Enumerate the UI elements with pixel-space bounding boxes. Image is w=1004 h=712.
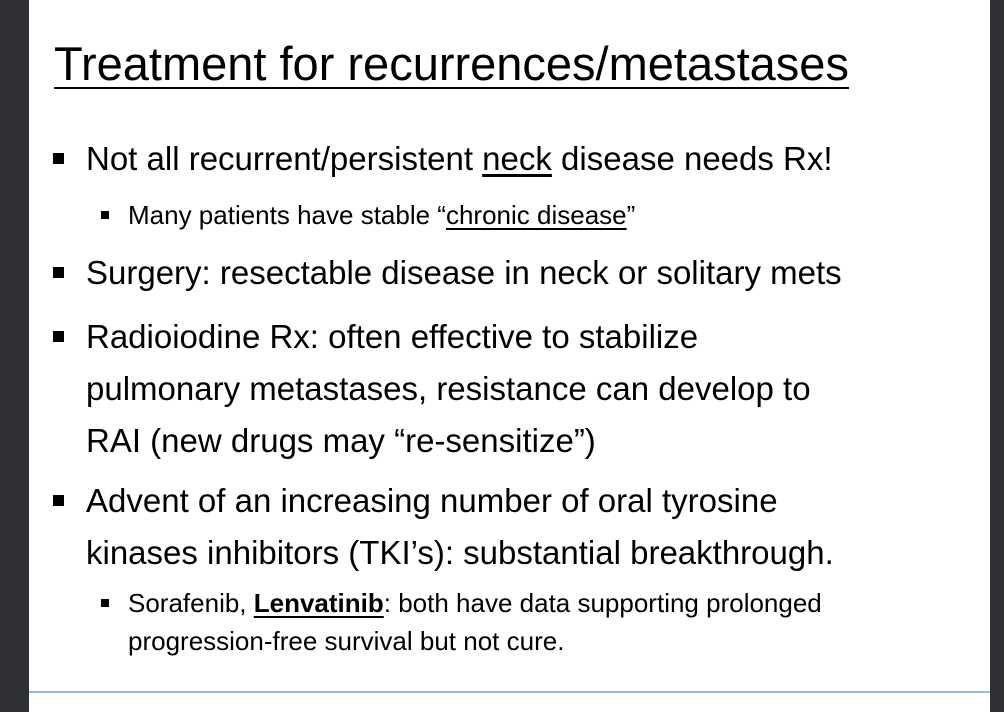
bullet-text-line: Radioiodine Rx: often effective to stabilize [86, 318, 699, 355]
bullet-text: Many patients have stable “ [128, 200, 446, 230]
bullet-text-line: pulmonary metastases, resistance can develop to [86, 370, 811, 407]
drug-name: Sorafenib, [128, 588, 254, 618]
bullet-tki [86, 475, 834, 579]
bullet-radioiodine [86, 311, 811, 467]
bullet-text: Surgery: resectable disease in neck or solitary mets [86, 254, 842, 291]
bullet-text-line: RAI (new drugs may “re-sensitize”) [86, 422, 596, 459]
bullet-text-line: Advent of an increasing number of oral tyrosine [86, 482, 778, 519]
slide-bottom-border [29, 691, 990, 693]
bullet-neck-disease [86, 133, 833, 185]
bullet-text: disease needs Rx! [551, 140, 833, 177]
bullet-text: ” [626, 200, 636, 230]
square-bullet-icon [53, 267, 64, 278]
drug-name-emphasized: Lenvatinib [253, 588, 384, 618]
underlined-word: neck [482, 140, 552, 177]
slide-title: Treatment for recurrences/metastases [54, 37, 849, 90]
underlined-phrase: chronic disease [445, 200, 627, 230]
bullet-text: : both have data supporting prolonged [383, 588, 822, 618]
bullet-surgery [86, 247, 842, 299]
square-bullet-icon [53, 331, 64, 342]
bullet-text-line: progression-free survival but not cure. [128, 626, 565, 656]
left-viewer-margin [0, 0, 29, 712]
sub-bullet-chronic-disease [128, 196, 635, 234]
bullet-text-line [128, 584, 822, 622]
bullet-text: Not all recurrent/persistent [86, 140, 483, 177]
bullet-text-line: kinases inhibitors (TKI’s): substantial breakthrough. [86, 534, 834, 571]
square-bullet-icon [53, 495, 64, 506]
right-viewer-margin [990, 0, 1004, 712]
square-bullet-icon [101, 599, 109, 607]
square-bullet-icon [53, 153, 64, 164]
square-bullet-icon [101, 211, 109, 219]
sub-bullet-sorafenib-lenvatinib [128, 584, 822, 660]
slide-canvas[interactable] [29, 0, 990, 712]
